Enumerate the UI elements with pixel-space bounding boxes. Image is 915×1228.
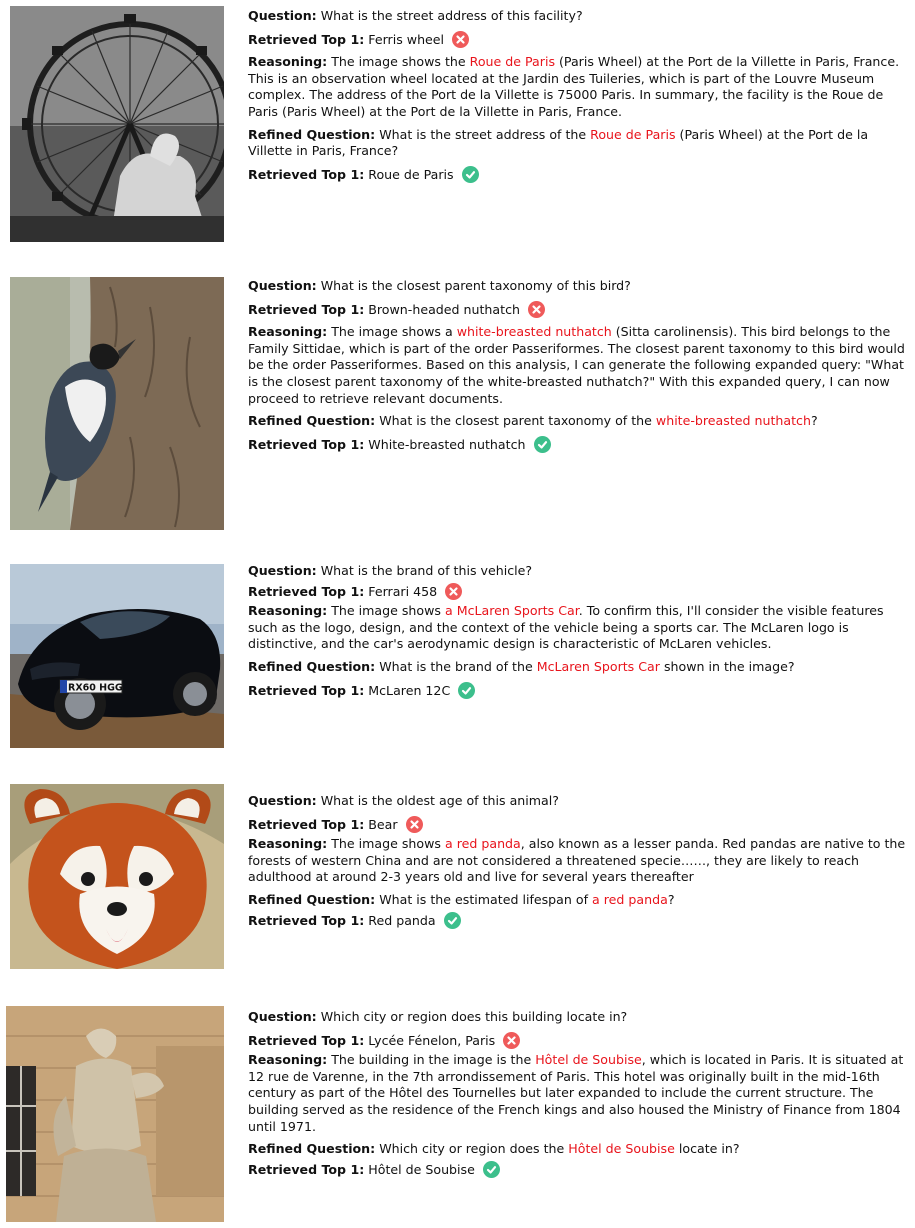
retrieved-before-text: Ferris wheel (368, 31, 445, 47)
refined-question-label: Refined Question: (248, 658, 376, 674)
correct-icon (444, 912, 461, 929)
ferris-wheel-image (10, 6, 224, 242)
wrong-icon (452, 31, 469, 48)
refined-question-text-rest: locate in? (674, 1141, 740, 1157)
retrieved-before-text: Bear (368, 816, 398, 832)
retrieved-before-text: Brown-headed nuthatch (368, 301, 520, 317)
reasoning-label: Reasoning: (248, 1052, 328, 1068)
reasoning-label: Reasoning: (248, 54, 328, 70)
retrieved-after-text: White-breasted nuthatch (368, 436, 526, 452)
wrong-icon (503, 1032, 520, 1049)
reasoning-highlight: Hôtel de Soubise (535, 1052, 642, 1068)
refined-question-label: Refined Question: (248, 413, 376, 429)
reasoning-text: The image shows (331, 836, 445, 852)
correct-icon (534, 436, 551, 453)
question-label: Question: (248, 563, 317, 578)
reasoning-text: The image shows a (331, 324, 457, 340)
refined-question-text-rest: (Paris Wheel) at the Port de la Villette in Paris, France? (248, 126, 869, 159)
retrieved-before-text: Lycée Fénelon, Paris (368, 1032, 496, 1048)
correct-icon (483, 1161, 500, 1178)
question-text: What is the closest parent taxonomy of this bird? (320, 278, 631, 293)
retrieved-label: Retrieved Top 1: (248, 301, 365, 317)
reasoning-label: Reasoning: (248, 836, 328, 852)
retrieved-label: Retrieved Top 1: (248, 1161, 365, 1177)
entry-text (248, 1009, 909, 1184)
refined-question-text-rest: shown in the image? (659, 658, 795, 674)
reasoning-highlight: Roue de Paris (469, 54, 556, 70)
nuthatch-bird-image (10, 277, 224, 530)
wrong-icon (528, 301, 545, 318)
retrieved-after-text: Hôtel de Soubise (368, 1161, 475, 1177)
reasoning-label: Reasoning: (248, 603, 328, 619)
refined-question-highlight: Hôtel de Soubise (568, 1141, 675, 1157)
refined-question-highlight: white-breasted nuthatch (655, 413, 811, 429)
correct-icon (462, 166, 479, 183)
red-panda-image (10, 784, 224, 969)
question-text: Which city or region does this building locate in? (320, 1009, 628, 1024)
question-label: Question: (248, 278, 317, 293)
reasoning-highlight: a McLaren Sports Car (444, 603, 579, 619)
sports-car-image (10, 564, 224, 748)
reasoning-text: The image shows the (331, 54, 470, 70)
reasoning-label: Reasoning: (248, 324, 328, 340)
retrieved-label: Retrieved Top 1: (248, 682, 365, 698)
reasoning-highlight: white-breasted nuthatch (456, 324, 612, 340)
retrieved-label: Retrieved Top 1: (248, 816, 365, 832)
entry-text (248, 8, 909, 189)
refined-question-highlight: Roue de Paris (590, 126, 676, 142)
retrieved-after-text: Roue de Paris (368, 166, 454, 182)
building-statue-image (6, 1006, 224, 1222)
refined-question-text-rest: ? (667, 891, 675, 907)
refined-question-highlight: a red panda (592, 891, 668, 907)
wrong-icon (445, 583, 462, 600)
refined-question-text: What is the street address of the (379, 126, 591, 142)
retrieved-label: Retrieved Top 1: (248, 166, 365, 182)
refined-question-text: Which city or region does the (379, 1141, 569, 1157)
reasoning-text-rest: (Sitta carolinensis). This bird belongs to the Family Sittidae, which is part of the order Passeriformes. The closest parent taxonomy to this bird would be the order Passeriformes. Based on this analysis, I can generate the following expanded query: "What is the closest parent taxonomy of the white-breasted nuthatch?" With this expanded query, I can now proceed to retrieve relevant documents. (248, 324, 905, 406)
refined-question-label: Refined Question: (248, 891, 376, 907)
refined-question-text-rest: ? (810, 413, 818, 429)
refined-question-text: What is the brand of the (379, 658, 537, 674)
question-label: Question: (248, 8, 317, 23)
refined-question-label: Refined Question: (248, 1141, 376, 1157)
question-text: What is the oldest age of this animal? (320, 793, 559, 808)
reasoning-highlight: a red panda (444, 836, 521, 852)
retrieved-after-text: Red panda (368, 912, 436, 928)
question-text: What is the street address of this facility? (320, 8, 583, 23)
retrieved-after-text: McLaren 12C (368, 682, 451, 698)
retrieved-before-text: Ferrari 458 (368, 583, 438, 599)
reasoning-text-rest: . To confirm this, I'll consider the visible features such as the logo, design, and the context of the vehicle being a sports car. The McLaren logo is distinctive, and the car's aerodynamic design is characteristic of McLaren vehicles. (248, 603, 884, 652)
entry-text (248, 793, 909, 935)
question-text: What is the brand of this vehicle? (320, 563, 533, 578)
retrieved-label: Retrieved Top 1: (248, 1032, 365, 1048)
reasoning-text-rest: (Paris Wheel) at the Port de la Villette in Paris, France. This is an observation wheel located at the Jardin des Tuileries, which is part of the Louvre Museum complex. The address of the Port de la Villette is 75000 Paris. In summary, the facility is the Roue de Paris (Paris Wheel) at the Port de la Villette in Paris, France. (248, 54, 900, 119)
refined-question-text: What is the closest parent taxonomy of the (379, 413, 656, 429)
question-label: Question: (248, 793, 317, 808)
entry-text (248, 278, 909, 459)
reasoning-text-rest: , also known as a lesser panda. Red pandas are native to the forests of western China and are not considered a threatened specie……, they are likely to reach adulthood at around 2-3 years old and live for several years thereafter (248, 836, 906, 885)
retrieved-label: Retrieved Top 1: (248, 583, 365, 599)
reasoning-text: The image shows (331, 603, 445, 619)
refined-question-highlight: McLaren Sports Car (536, 658, 660, 674)
retrieved-label: Retrieved Top 1: (248, 31, 365, 47)
retrieved-label: Retrieved Top 1: (248, 912, 365, 928)
license-plate-text: RX60 HGG (68, 682, 123, 694)
question-label: Question: (248, 1009, 317, 1024)
wrong-icon (406, 816, 423, 833)
correct-icon (458, 682, 475, 699)
entry-text (248, 563, 909, 705)
refined-question-text: What is the estimated lifespan of (379, 891, 593, 907)
reasoning-text: The building in the image is the (331, 1052, 536, 1068)
reasoning-text-rest: , which is located in Paris. It is situated at 12 rue de Varenne, in the 7th arrondissement of Paris. This hotel was originally built in the mid-16th century as part of the Hôtel des Tournelles but later expanded to include the current structure. The building served as the residence of the French kings and also housed the Ministry of Finance from 1804 until 1971. (248, 1052, 904, 1134)
retrieved-label: Retrieved Top 1: (248, 436, 365, 452)
refined-question-label: Refined Question: (248, 126, 376, 142)
